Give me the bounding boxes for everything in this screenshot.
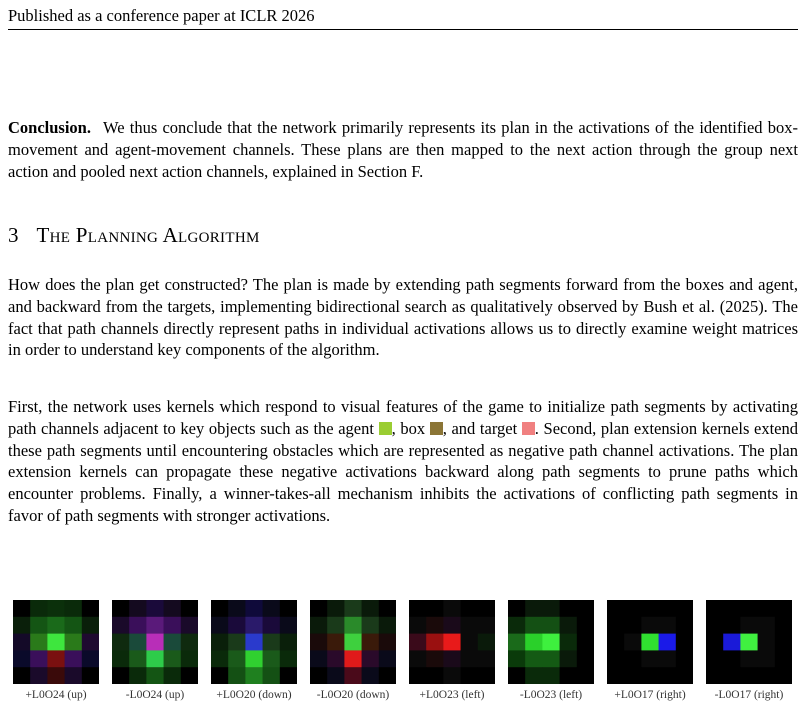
- kernel-cell: [362, 650, 380, 667]
- kernel-cell: [164, 650, 182, 667]
- kernel-cell: [409, 650, 427, 667]
- kernel-cell: [775, 600, 792, 617]
- kernel-cell: [659, 600, 677, 617]
- kernel-cell: [245, 600, 263, 617]
- kernel-cell: [164, 617, 182, 634]
- kernel-cell: [30, 634, 48, 651]
- para2-text-c: , and target: [442, 418, 518, 438]
- kernel-cell: [577, 634, 594, 651]
- kernel-cell: [129, 634, 147, 651]
- kernel-cell: [542, 650, 560, 667]
- kernel-cell: [379, 667, 396, 684]
- kernel-image-2: [112, 600, 198, 684]
- kernel-cell: [47, 634, 65, 651]
- kernel-cell: [443, 667, 461, 684]
- kernel-cell: [641, 600, 659, 617]
- kernel-cell: [82, 667, 99, 684]
- kernel-cell: [706, 667, 724, 684]
- kernel-cell: [409, 600, 427, 617]
- kernel-cell: [508, 634, 526, 651]
- kernel-cell: [525, 667, 543, 684]
- kernel-cell: [508, 600, 526, 617]
- kernel-cell: [181, 650, 198, 667]
- kernel-caption: +L0O23 (left): [419, 689, 485, 701]
- kernel-cell: [525, 634, 543, 651]
- kernel-caption: +L0O17 (right): [614, 689, 686, 701]
- kernel-cell: [65, 634, 83, 651]
- kernel-image-8: [706, 600, 792, 684]
- kernel-cell: [82, 600, 99, 617]
- kernel-cell: [65, 667, 83, 684]
- kernel-cell: [129, 650, 147, 667]
- kernel-cell: [706, 634, 724, 651]
- kernel-cell: [263, 617, 281, 634]
- kernel-cell: [211, 634, 229, 651]
- kernel-cell: [344, 617, 362, 634]
- kernel-cell: [146, 617, 164, 634]
- kernel-cell: [740, 600, 758, 617]
- kernel-cell: [723, 617, 741, 634]
- kernel-cell: [577, 650, 594, 667]
- body-paragraph-2: [8, 396, 798, 527]
- kernel-cell: [263, 600, 281, 617]
- conclusion-text: We thus conclude that the network primarily represents its plan in the activations of the identified box-movement and agent-movement channels. These plans are then mapped to the next action through the group next action and pooled next action channels, explained in Section F.: [8, 118, 798, 181]
- kernel-cell: [758, 600, 776, 617]
- kernel-cell: [362, 617, 380, 634]
- kernel-cell: [461, 650, 479, 667]
- kernel-cell: [775, 634, 792, 651]
- section-title: The Planning Algorithm: [36, 223, 260, 247]
- kernel-cell: [344, 667, 362, 684]
- kernel-cell: [263, 650, 281, 667]
- kernel-cell: [327, 650, 345, 667]
- kernel-cell: [13, 650, 31, 667]
- kernel-cell: [82, 650, 99, 667]
- kernel-cell: [379, 634, 396, 651]
- kernel-cell: [758, 650, 776, 667]
- kernel-cell: [245, 634, 263, 651]
- kernel-cell: [525, 617, 543, 634]
- kernel-cell: [478, 600, 495, 617]
- kernel-cell: [723, 600, 741, 617]
- conclusion-label: Conclusion.: [8, 118, 91, 137]
- kernel-cell: [758, 617, 776, 634]
- kernel-cell: [280, 617, 297, 634]
- kernel-cell: [508, 667, 526, 684]
- kernel-cell: [723, 634, 741, 651]
- kernel-cell: [409, 617, 427, 634]
- kernel-cell: [560, 667, 578, 684]
- kernel-cell: [508, 650, 526, 667]
- kernel-cell: [245, 617, 263, 634]
- kernel-cell: [228, 600, 246, 617]
- kernel-cell: [13, 634, 31, 651]
- kernel-cell: [560, 634, 578, 651]
- kernel-cell: [310, 600, 328, 617]
- kernel-caption: +L0O20 (down): [216, 689, 292, 701]
- kernel-cell: [758, 634, 776, 651]
- kernel-cell: [676, 667, 693, 684]
- kernel-cell: [280, 667, 297, 684]
- kernel-cell: [30, 667, 48, 684]
- kernel-cell: [641, 634, 659, 651]
- kernel-cell: [280, 634, 297, 651]
- kernel-cell: [65, 617, 83, 634]
- kernel-cell: [659, 667, 677, 684]
- kernel-cell: [577, 600, 594, 617]
- kernel-figure: [0, 600, 806, 710]
- kernel-cell: [426, 667, 444, 684]
- kernel-cell: [47, 617, 65, 634]
- kernel-cell: [181, 667, 198, 684]
- kernel-cell: [327, 667, 345, 684]
- kernel-cell: [362, 667, 380, 684]
- kernel-cell: [263, 634, 281, 651]
- kernel-cell: [228, 617, 246, 634]
- kernel-cell: [344, 634, 362, 651]
- kernel-cell: [129, 667, 147, 684]
- kernel-cell: [362, 600, 380, 617]
- kernel-cell: [82, 617, 99, 634]
- kernel-cell: [327, 634, 345, 651]
- kernel-cell: [676, 617, 693, 634]
- kernel-cell: [560, 650, 578, 667]
- kernel-cell: [607, 634, 625, 651]
- kernel-cell: [65, 650, 83, 667]
- kernel-cell: [775, 650, 792, 667]
- kernel-image-5: [409, 600, 495, 684]
- kernel-cell: [263, 667, 281, 684]
- kernel-cell: [775, 617, 792, 634]
- kernel-cell: [112, 634, 130, 651]
- kernel-cell: [775, 667, 792, 684]
- running-header: Published as a conference paper at ICLR 2026: [8, 6, 798, 30]
- kernel-cell: [624, 617, 642, 634]
- kernel-cell: [478, 650, 495, 667]
- kernel-cell: [13, 617, 31, 634]
- kernel-cell: [362, 634, 380, 651]
- kernel-image-3: [211, 600, 297, 684]
- kernel-cell: [47, 667, 65, 684]
- kernel-cell: [280, 650, 297, 667]
- body-paragraph-1: How does the plan get constructed? The plan is made by extending path segments forward from the boxes and agent, and backward from the targets, implementing bidirectional search as qualitatively observed by Bush et al. (2025). The fact that path channels directly represent paths in individual activations allows us to directly examine weight matrices in order to understand key components of the algorithm.: [8, 275, 798, 360]
- kernel-cell: [409, 634, 427, 651]
- kernel-cell: [82, 634, 99, 651]
- kernel-cell: [310, 617, 328, 634]
- kernel-cell: [181, 617, 198, 634]
- kernel-cell: [478, 617, 495, 634]
- kernel-cell: [508, 617, 526, 634]
- kernel-cell: [659, 650, 677, 667]
- kernel-cell: [30, 600, 48, 617]
- kernel-cell: [379, 600, 396, 617]
- kernel-cell: [624, 667, 642, 684]
- kernel-cell: [13, 667, 31, 684]
- kernel-cell: [426, 617, 444, 634]
- kernel-cell: [181, 634, 198, 651]
- kernel-cell: [542, 634, 560, 651]
- kernel-cell: [577, 617, 594, 634]
- kernel-cell: [624, 634, 642, 651]
- kernel-cell: [525, 650, 543, 667]
- kernel-caption: +L0O24 (up): [25, 689, 87, 701]
- kernel-cell: [676, 600, 693, 617]
- kernel-cell: [280, 600, 297, 617]
- kernel-cell: [461, 617, 479, 634]
- kernel-cell: [47, 600, 65, 617]
- section-number: 3: [8, 223, 19, 247]
- kernel-cell: [577, 667, 594, 684]
- kernel-cell: [641, 667, 659, 684]
- kernel-cell: [112, 600, 130, 617]
- kernel-cell: [676, 650, 693, 667]
- kernel-cell: [426, 634, 444, 651]
- para2-text-d: . Second, plan extension kernels extend these path segments until encountering obstacles which are represented as negative path channel activations. The plan extension kernels can propagate these negative activations backward along path segments to prune paths which encounter problems. Finally, a winner-takes-all mechanism inhibits the activations of conflicting path segments in favor of path segments with stronger activations.: [8, 418, 798, 525]
- kernel-cell: [560, 600, 578, 617]
- kernel-cell: [112, 617, 130, 634]
- kernel-image-4: [310, 600, 396, 684]
- kernel-cell: [164, 667, 182, 684]
- kernel-cell: [624, 650, 642, 667]
- kernel-cell: [310, 667, 328, 684]
- kernel-cell: [146, 650, 164, 667]
- kernel-cell: [641, 617, 659, 634]
- kernel-cell: [740, 650, 758, 667]
- kernel-cell: [30, 617, 48, 634]
- kernel-cell: [740, 667, 758, 684]
- kernel-cell: [379, 617, 396, 634]
- kernel-cell: [659, 634, 677, 651]
- kernel-cell: [30, 650, 48, 667]
- kernel-cell: [228, 634, 246, 651]
- kernel-cell: [607, 667, 625, 684]
- kernel-cell: [344, 600, 362, 617]
- kernel-cell: [245, 667, 263, 684]
- kernel-cell: [181, 600, 198, 617]
- kernel-caption: -L0O24 (up): [125, 689, 185, 701]
- kernel-cell: [310, 634, 328, 651]
- kernel-cell: [542, 667, 560, 684]
- kernel-cell: [129, 600, 147, 617]
- kernel-cell: [443, 650, 461, 667]
- box-color-swatch: [430, 422, 443, 435]
- kernel-cell: [706, 617, 724, 634]
- kernel-cell: [426, 650, 444, 667]
- para2-text-a: First, the network uses kernels which respond to visual features of the game to initialize path segments by activating path channels adjacent to key objects such as the agent: [8, 397, 798, 438]
- kernel-cell: [379, 650, 396, 667]
- kernel-cell: [723, 650, 741, 667]
- kernel-cell: [112, 667, 130, 684]
- kernel-cell: [624, 600, 642, 617]
- kernel-cell: [676, 634, 693, 651]
- kernel-cell: [706, 650, 724, 667]
- kernel-cell: [146, 600, 164, 617]
- kernel-cell: [641, 650, 659, 667]
- kernel-cell: [461, 634, 479, 651]
- target-color-swatch: [522, 422, 535, 435]
- kernel-cell: [478, 634, 495, 651]
- kernel-cell: [164, 634, 182, 651]
- kernel-cell: [146, 634, 164, 651]
- kernel-caption: -L0O23 (left): [519, 689, 583, 701]
- kernel-cell: [723, 667, 741, 684]
- kernel-cell: [443, 600, 461, 617]
- kernel-cell: [740, 617, 758, 634]
- kernel-cell: [228, 650, 246, 667]
- kernel-cell: [327, 617, 345, 634]
- section-heading: [8, 222, 798, 248]
- kernel-cell: [607, 600, 625, 617]
- kernel-cell: [13, 600, 31, 617]
- kernel-cell: [659, 617, 677, 634]
- kernel-cell: [443, 617, 461, 634]
- kernel-cell: [310, 650, 328, 667]
- kernel-cell: [461, 600, 479, 617]
- kernel-cell: [327, 600, 345, 617]
- kernel-image-6: [508, 600, 594, 684]
- kernel-cell: [478, 667, 495, 684]
- para2-text-b: , box: [391, 418, 426, 438]
- kernel-cell: [211, 650, 229, 667]
- kernel-cell: [560, 617, 578, 634]
- kernel-cell: [461, 667, 479, 684]
- kernel-cell: [228, 667, 246, 684]
- kernel-cell: [542, 600, 560, 617]
- kernel-cell: [706, 600, 724, 617]
- kernel-cell: [112, 650, 130, 667]
- kernel-cell: [211, 667, 229, 684]
- kernel-cell: [211, 600, 229, 617]
- kernel-cell: [607, 650, 625, 667]
- kernel-cell: [607, 617, 625, 634]
- kernel-cell: [146, 667, 164, 684]
- kernel-caption: -L0O17 (right): [714, 689, 784, 701]
- kernel-image-1: [13, 600, 99, 684]
- kernel-cell: [758, 667, 776, 684]
- conclusion-paragraph: [8, 117, 798, 182]
- agent-color-swatch: [379, 422, 392, 435]
- kernel-cell: [740, 634, 758, 651]
- kernel-cell: [164, 600, 182, 617]
- kernel-cell: [47, 650, 65, 667]
- kernel-cell: [129, 617, 147, 634]
- kernel-image-7: [607, 600, 693, 684]
- kernel-caption: -L0O20 (down): [316, 689, 390, 701]
- kernel-cell: [65, 600, 83, 617]
- kernel-cell: [245, 650, 263, 667]
- kernel-cell: [525, 600, 543, 617]
- kernel-cell: [426, 600, 444, 617]
- kernel-cell: [211, 617, 229, 634]
- kernel-cell: [409, 667, 427, 684]
- kernel-cell: [344, 650, 362, 667]
- kernel-cell: [443, 634, 461, 651]
- kernel-cell: [542, 617, 560, 634]
